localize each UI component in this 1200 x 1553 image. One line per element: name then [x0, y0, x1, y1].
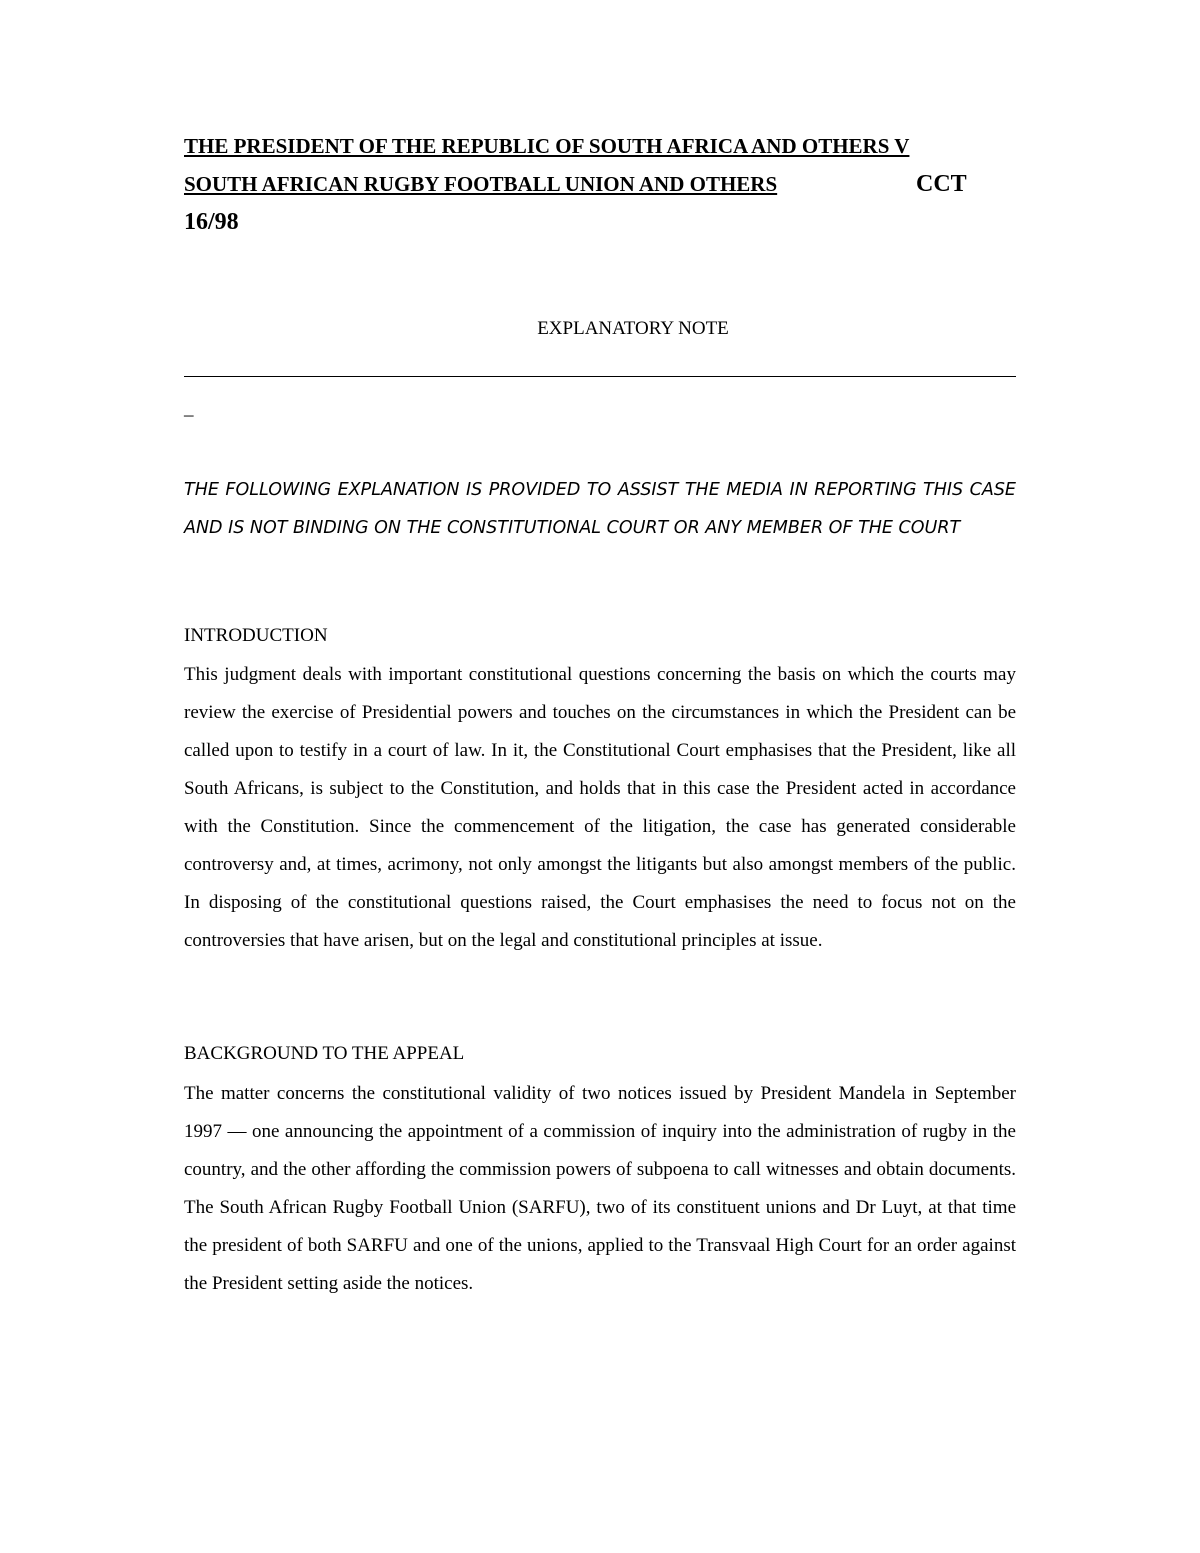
case-prefix: CCT: [916, 171, 967, 197]
introduction-heading: INTRODUCTION: [184, 625, 328, 646]
explanatory-note-heading: EXPLANATORY NOTE: [537, 318, 729, 339]
horizontal-rule: [184, 376, 1016, 377]
dash-mark: _: [184, 398, 194, 419]
introduction-paragraph: This judgment deals with important constitutional questions concerning the basis on which the courts may review the exercise of Presidential powers and touches on the circumstances in which the President can be called upon to testify in a court of law. In it, the Constitutional Court emphasises that the President, like all South Africans, is subject to the Constitution, and holds that in this case the President acted in accordance with the Constitution. Since the commencement of the litigation, the case has generated considerable controversy and, at times, acrimony, not only amongst the litigants but also amongst members of the public. In disposing of the constitutional questions raised, the Court emphasises the need to focus not on the controversies that have arisen, but on the legal and constitutional principles at issue.: [184, 664, 1016, 951]
case-title-line-2: SOUTH AFRICAN RUGBY FOOTBALL UNION AND OTHERS: [184, 172, 778, 196]
media-disclaimer: THE FOLLOWING EXPLANATION IS PROVIDED TO ASSIST THE MEDIA IN REPORTING THIS CASE AND IS NOT BINDING ON THE CONSTITUTIONAL COURT OR ANY MEMBER OF THE COURT: [184, 480, 1016, 538]
case-title: [184, 127, 1018, 241]
case-title-line-1: THE PRESIDENT OF THE REPUBLIC OF SOUTH AFRICA AND OTHERS V: [184, 134, 910, 158]
background-paragraph: The matter concerns the constitutional validity of two notices issued by President Mandela in September 1997 — one announcing the appointment of a commission of inquiry into the administration of rugby in the country, and the other affording the commission powers of subpoena to call witnesses and obtain documents. The South African Rugby Football Union (SARFU), two of its constituent unions and Dr Luyt, at that time the president of both SARFU and one of the unions, applied to the Transvaal High Court for an order against the President setting aside the notices.: [184, 1083, 1016, 1294]
background-heading: BACKGROUND TO THE APPEAL: [184, 1043, 465, 1064]
case-number: 16/98: [184, 209, 239, 235]
